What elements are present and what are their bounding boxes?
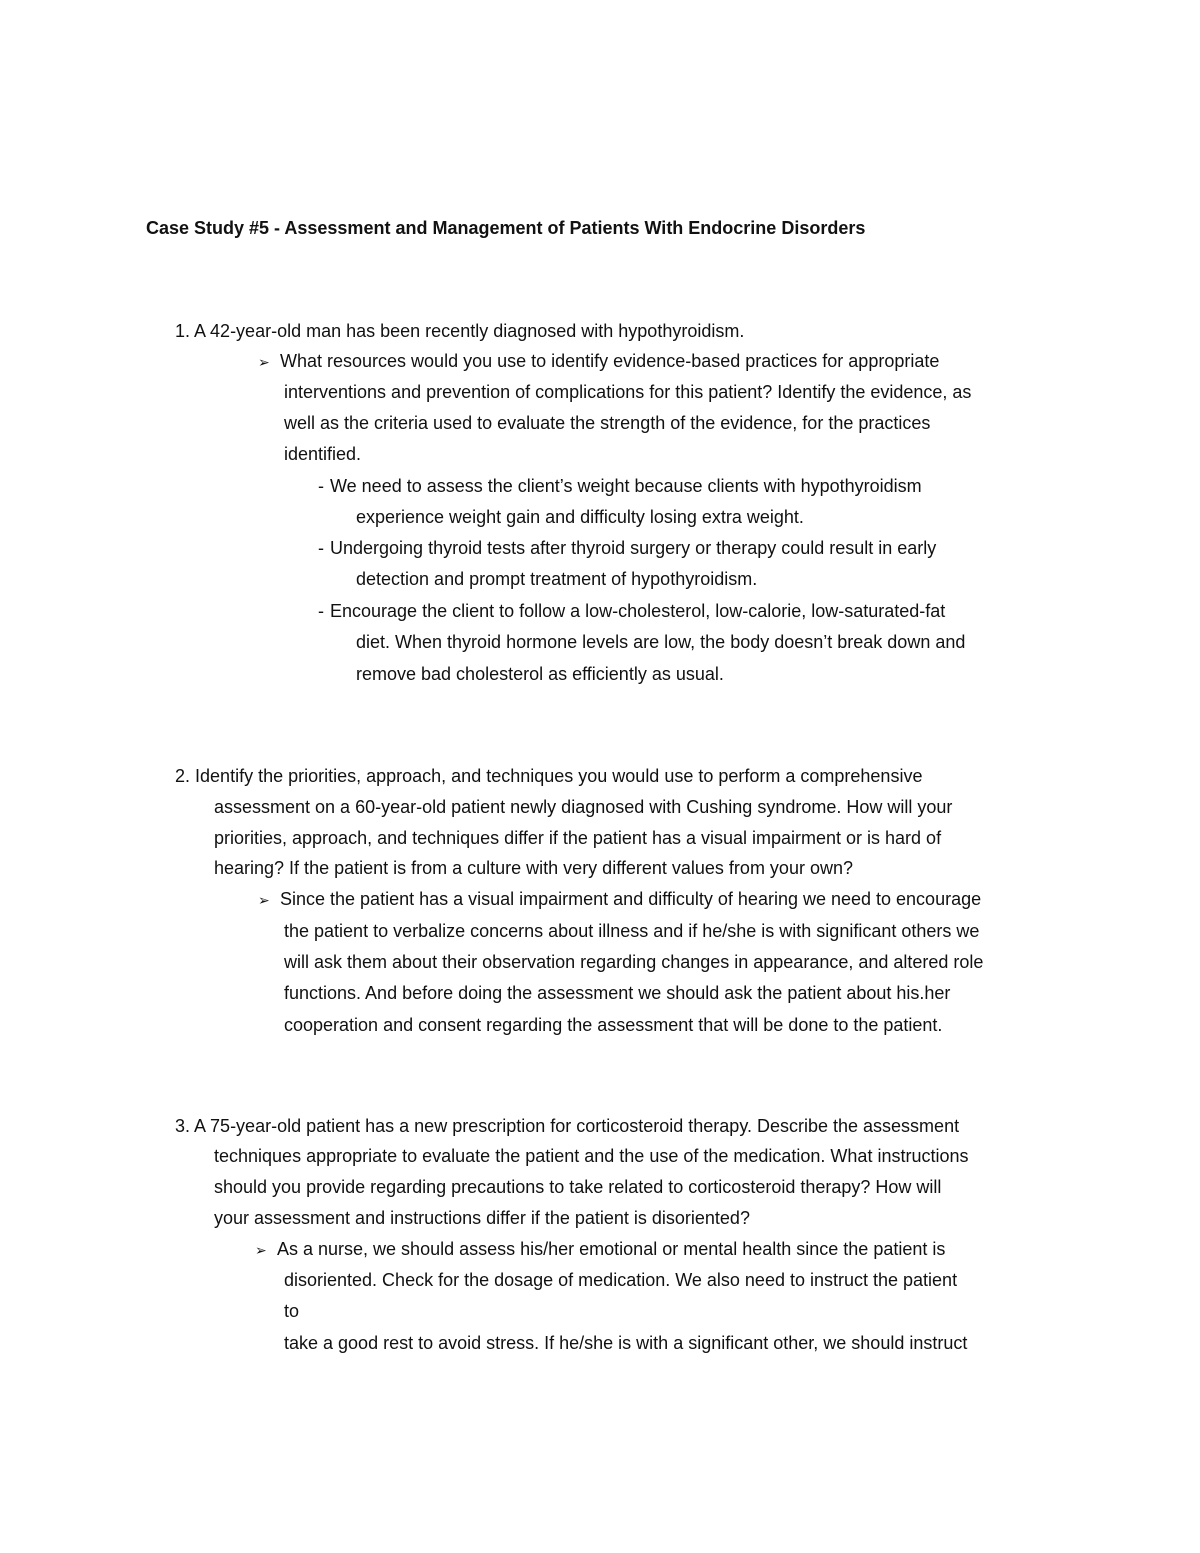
q3-question-line: should you provide regarding precautions to take related to corticosteroid therapy? How will (214, 1177, 942, 1197)
q1-answer-item: - Undergoing thyroid tests after thyroid surgery or therapy could result in early (318, 538, 937, 558)
arrow-bullet-icon: ➢ (258, 893, 270, 909)
q3-question-line: techniques appropriate to evaluate the patient and the use of the medication. What instructions (214, 1146, 969, 1166)
dash-bullet: - (318, 601, 324, 621)
q1-prompt-line: interventions and prevention of complications for this patient? Identify the evidence, as (284, 382, 972, 402)
q2-question-line: hearing? If the patient is from a culture with very different values from your own? (214, 858, 853, 878)
question-text: A 42-year-old man has been recently diagnosed with hypothyroidism. (194, 321, 745, 341)
q3-question-line: your assessment and instructions differ if the patient is disoriented? (214, 1208, 750, 1228)
q2-answer-line: cooperation and consent regarding the assessment that will be done to the patient. (284, 1015, 943, 1035)
question-3: 3. A 75-year-old patient has a new prescription for corticosteroid therapy. Describe the assessment (175, 1116, 960, 1136)
q1-answer-line: experience weight gain and difficulty losing extra weight. (356, 507, 804, 527)
q1-prompt-line: ➢ What resources would you use to identify evidence-based practices for appropriate (258, 350, 939, 374)
q3-answer-line: take a good rest to avoid stress. If he/she is with a significant other, we should instruct (284, 1333, 968, 1353)
q2-answer-line: the patient to verbalize concerns about illness and if he/she is with significant others we (284, 921, 980, 941)
question-number: 3. (175, 1116, 191, 1136)
question-2: 2. Identify the priorities, approach, and techniques you would use to perform a comprehensive (175, 766, 923, 786)
q3-answer-line: disoriented. Check for the dosage of medication. We also need to instruct the patient (284, 1270, 958, 1290)
q1-answer-line: remove bad cholesterol as efficiently as usual. (356, 664, 724, 684)
dash-bullet: - (318, 538, 324, 558)
q2-answer-line: will ask them about their observation regarding changes in appearance, and altered role (284, 952, 984, 972)
q1-answer-item: - We need to assess the client’s weight because clients with hypothyroidism (318, 476, 922, 496)
document-title: Case Study #5 - Assessment and Management of Patients With Endocrine Disorders (146, 218, 866, 238)
q1-answer-line: diet. When thyroid hormone levels are low, the body doesn’t break down and (356, 632, 966, 652)
q2-question-line: priorities, approach, and techniques differ if the patient has a visual impairment or is hard of (214, 828, 942, 848)
q3-answer-line: to (284, 1301, 300, 1321)
q2-answer-line: functions. And before doing the assessment we should ask the patient about his.her (284, 983, 951, 1003)
q1-prompt-line: identified. (284, 444, 362, 464)
q2-answer-line: ➢ Since the patient has a visual impairment and difficulty of hearing we need to encourage (258, 888, 981, 912)
question-number: 2. (175, 766, 191, 786)
q2-question-line: assessment on a 60-year-old patient newly diagnosed with Cushing syndrome. How will your (214, 797, 953, 817)
arrow-bullet-icon: ➢ (255, 1243, 267, 1259)
question-1 (175, 320, 744, 342)
dash-bullet: - (318, 476, 324, 496)
q1-prompt-line: well as the criteria used to evaluate the strength of the evidence, for the practices (284, 413, 931, 433)
arrow-bullet-icon: ➢ (258, 355, 270, 371)
question-number: 1. (175, 321, 191, 341)
q1-answer-line: detection and prompt treatment of hypothyroidism. (356, 569, 758, 589)
q1-answer-item: - Encourage the client to follow a low-cholesterol, low-calorie, low-saturated-fat (318, 601, 946, 621)
q3-answer-line: ➢ As a nurse, we should assess his/her emotional or mental health since the patient is (255, 1238, 945, 1262)
